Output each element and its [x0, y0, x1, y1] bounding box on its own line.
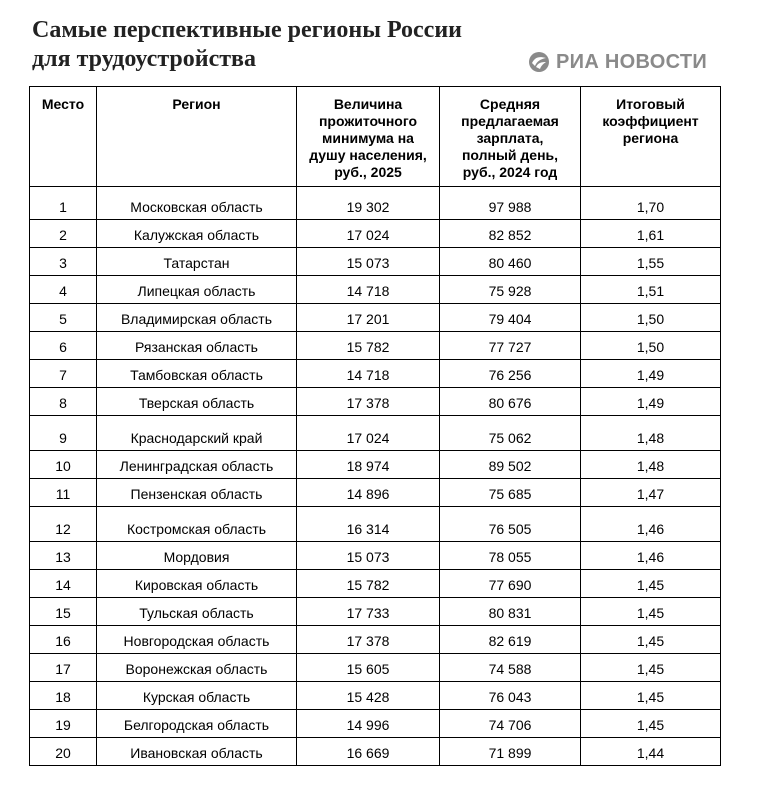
table-row [30, 388, 721, 416]
cell-place: 15 [30, 598, 97, 626]
cell-place: 20 [30, 738, 97, 766]
table-row [30, 248, 721, 276]
cell-region: Курская область [97, 682, 297, 710]
cell-region: Краснодарский край [97, 416, 297, 451]
header-average-salary: Средняя предлагаемая зарплата, полный день, руб., 2024 год [440, 87, 581, 187]
cell-average-salary: 78 055 [440, 542, 581, 570]
cell-average-salary: 79 404 [440, 304, 581, 332]
cell-coefficient: 1,45 [581, 598, 721, 626]
cell-average-salary: 77 727 [440, 332, 581, 360]
cell-coefficient: 1,49 [581, 360, 721, 388]
cell-region: Новгородская область [97, 626, 297, 654]
cell-region: Ивановская область [97, 738, 297, 766]
title-line-2: для трудоустройства [32, 46, 256, 72]
cell-subsistence-minimum: 17 378 [297, 626, 440, 654]
cell-subsistence-minimum: 17 201 [297, 304, 440, 332]
cell-coefficient: 1,49 [581, 388, 721, 416]
cell-place: 16 [30, 626, 97, 654]
cell-average-salary: 76 256 [440, 360, 581, 388]
cell-region: Владимирская область [97, 304, 297, 332]
cell-average-salary: 75 685 [440, 479, 581, 507]
cell-subsistence-minimum: 17 733 [297, 598, 440, 626]
cell-place: 13 [30, 542, 97, 570]
cell-coefficient: 1,46 [581, 507, 721, 542]
cell-region: Кировская область [97, 570, 297, 598]
cell-place: 17 [30, 654, 97, 682]
cell-average-salary: 71 899 [440, 738, 581, 766]
table-row [30, 360, 721, 388]
cell-place: 18 [30, 682, 97, 710]
table-row [30, 570, 721, 598]
page-title [32, 16, 512, 74]
cell-subsistence-minimum: 18 974 [297, 451, 440, 479]
logo-text: РИА НОВОСТИ [556, 50, 708, 73]
cell-average-salary: 82 619 [440, 626, 581, 654]
cell-average-salary: 76 043 [440, 682, 581, 710]
cell-coefficient: 1,44 [581, 738, 721, 766]
header-place: Место [30, 87, 97, 187]
cell-region: Калужская область [97, 220, 297, 248]
cell-subsistence-minimum: 16 669 [297, 738, 440, 766]
table-row [30, 738, 721, 766]
cell-coefficient: 1,70 [581, 187, 721, 220]
cell-coefficient: 1,55 [581, 248, 721, 276]
table-row [30, 710, 721, 738]
cell-average-salary: 76 505 [440, 507, 581, 542]
cell-place: 11 [30, 479, 97, 507]
header-subsistence-minimum: Величина прожиточного минимума на душу населения, руб., 2025 [297, 87, 440, 187]
cell-coefficient: 1,47 [581, 479, 721, 507]
cell-subsistence-minimum: 17 378 [297, 388, 440, 416]
cell-average-salary: 80 460 [440, 248, 581, 276]
title-line-1: Самые перспективные регионы России [32, 17, 462, 43]
table-row [30, 276, 721, 304]
cell-subsistence-minimum: 19 302 [297, 187, 440, 220]
cell-coefficient: 1,50 [581, 332, 721, 360]
cell-region: Тамбовская область [97, 360, 297, 388]
cell-place: 1 [30, 187, 97, 220]
cell-subsistence-minimum: 15 605 [297, 654, 440, 682]
cell-coefficient: 1,45 [581, 654, 721, 682]
cell-place: 4 [30, 276, 97, 304]
cell-coefficient: 1,48 [581, 416, 721, 451]
cell-region: Тверская область [97, 388, 297, 416]
cell-subsistence-minimum: 15 073 [297, 542, 440, 570]
cell-average-salary: 75 928 [440, 276, 581, 304]
table-row [30, 682, 721, 710]
cell-average-salary: 97 988 [440, 187, 581, 220]
table-row [30, 304, 721, 332]
header-region: Регион [97, 87, 297, 187]
cell-place: 7 [30, 360, 97, 388]
cell-place: 9 [30, 416, 97, 451]
cell-subsistence-minimum: 14 896 [297, 479, 440, 507]
table-row [30, 332, 721, 360]
cell-region: Московская область [97, 187, 297, 220]
cell-subsistence-minimum: 17 024 [297, 220, 440, 248]
cell-region: Белгородская область [97, 710, 297, 738]
cell-coefficient: 1,46 [581, 542, 721, 570]
cell-subsistence-minimum: 14 996 [297, 710, 440, 738]
cell-average-salary: 74 588 [440, 654, 581, 682]
cell-subsistence-minimum: 15 428 [297, 682, 440, 710]
cell-average-salary: 89 502 [440, 451, 581, 479]
cell-region: Воронежская область [97, 654, 297, 682]
cell-subsistence-minimum: 14 718 [297, 276, 440, 304]
cell-coefficient: 1,61 [581, 220, 721, 248]
cell-subsistence-minimum: 15 073 [297, 248, 440, 276]
cell-place: 10 [30, 451, 97, 479]
table-row [30, 187, 721, 220]
ria-novosti-logo [528, 50, 707, 74]
cell-place: 12 [30, 507, 97, 542]
cell-subsistence-minimum: 16 314 [297, 507, 440, 542]
table-row [30, 598, 721, 626]
cell-place: 8 [30, 388, 97, 416]
cell-region: Костромская область [97, 507, 297, 542]
table-row [30, 542, 721, 570]
cell-subsistence-minimum: 15 782 [297, 570, 440, 598]
table-header-row [30, 87, 721, 187]
cell-coefficient: 1,50 [581, 304, 721, 332]
cell-average-salary: 80 676 [440, 388, 581, 416]
cell-subsistence-minimum: 14 718 [297, 360, 440, 388]
cell-coefficient: 1,45 [581, 570, 721, 598]
cell-region: Ленинградская область [97, 451, 297, 479]
cell-coefficient: 1,51 [581, 276, 721, 304]
cell-subsistence-minimum: 15 782 [297, 332, 440, 360]
table-row [30, 626, 721, 654]
table-row [30, 507, 721, 542]
cell-place: 3 [30, 248, 97, 276]
cell-place: 14 [30, 570, 97, 598]
cell-average-salary: 82 852 [440, 220, 581, 248]
cell-subsistence-minimum: 17 024 [297, 416, 440, 451]
cell-coefficient: 1,48 [581, 451, 721, 479]
ria-logo-icon [528, 51, 550, 73]
cell-region: Пензенская область [97, 479, 297, 507]
cell-place: 2 [30, 220, 97, 248]
header-coefficient: Итоговый коэффициент региона [581, 87, 721, 187]
cell-coefficient: 1,45 [581, 682, 721, 710]
cell-average-salary: 80 831 [440, 598, 581, 626]
cell-coefficient: 1,45 [581, 710, 721, 738]
table-row [30, 479, 721, 507]
cell-place: 6 [30, 332, 97, 360]
cell-region: Тульская область [97, 598, 297, 626]
cell-average-salary: 74 706 [440, 710, 581, 738]
cell-average-salary: 77 690 [440, 570, 581, 598]
table-row [30, 654, 721, 682]
cell-region: Липецкая область [97, 276, 297, 304]
cell-place: 5 [30, 304, 97, 332]
cell-region: Мордовия [97, 542, 297, 570]
table-row [30, 220, 721, 248]
regions-table [29, 86, 721, 766]
cell-average-salary: 75 062 [440, 416, 581, 451]
cell-coefficient: 1,45 [581, 626, 721, 654]
cell-region: Татарстан [97, 248, 297, 276]
cell-region: Рязанская область [97, 332, 297, 360]
table-row [30, 416, 721, 451]
table-row [30, 451, 721, 479]
cell-place: 19 [30, 710, 97, 738]
